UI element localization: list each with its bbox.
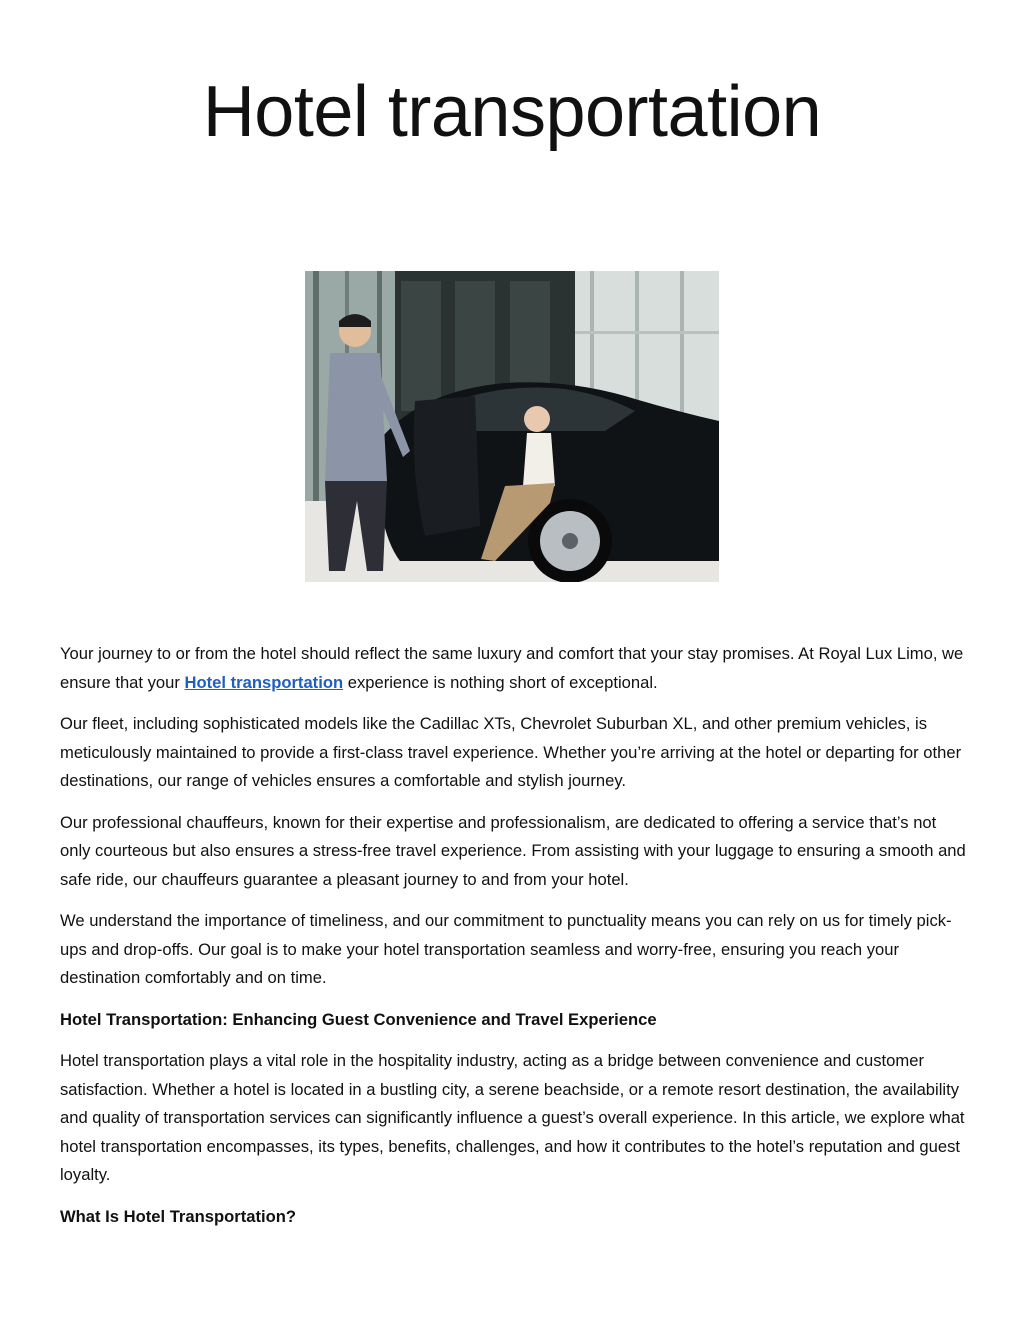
intro-text-after-link: experience is nothing short of exceptional.: [343, 672, 658, 692]
page-title: Hotel transportation: [202, 72, 822, 152]
overview-paragraph: Hotel transportation plays a vital role in the hospitality industry, acting as a bridge between convenience and customer satisfaction. Whether a hotel is located in a bustling city, a serene beachside, or a remote resort destination, the availability and quality of transportation services can significantly influence a guest’s overall experience. In this article, we explore what hotel transportation encompasses, its types, benefits, challenges, and how it contributes to the hotel’s reputation and guest loyalty.: [60, 1051, 965, 1184]
chauffeur-car-photo: [305, 271, 719, 582]
hotel-transportation-link[interactable]: Hotel transportation: [184, 672, 344, 692]
section-heading-enhancing: Hotel Transportation: Enhancing Guest Convenience and Travel Experience: [60, 1009, 657, 1029]
timeliness-paragraph: We understand the importance of timeliness, and our commitment to punctuality means you can rely on us for timely pick-ups and drop-offs. Our goal is to make your hotel transportation seamless and worry-free, ensuring you reach your destination comfortably and on time.: [60, 911, 952, 987]
article-body: [60, 640, 970, 1244]
fleet-paragraph: Our fleet, including sophisticated models like the Cadillac XTs, Chevrolet Suburban XL, and other premium vehicles, is meticulously maintained to provide a first-class travel experience. Whether you’re arriving at the hotel or departing for other destinations, our range of vehicles ensures a comfortable and stylish journey.: [60, 714, 962, 790]
intro-paragraph: [60, 640, 970, 697]
chauffeurs-paragraph: Our professional chauffeurs, known for their expertise and professionalism, are dedicated to offering a service that’s not only courteous but also ensures a stress-free travel experience. From assisting with your luggage to ensuring a smooth and safe ride, our chauffeurs guarantee a pleasant journey to and from your hotel.: [60, 812, 966, 889]
intro-text-before-link: Your journey to or from the hotel should reflect the same luxury and comfort that your stay promises. At Royal Lux Limo, we ensure that your: [60, 644, 964, 692]
section-heading-what-is: What Is Hotel Transportation?: [60, 1206, 297, 1226]
